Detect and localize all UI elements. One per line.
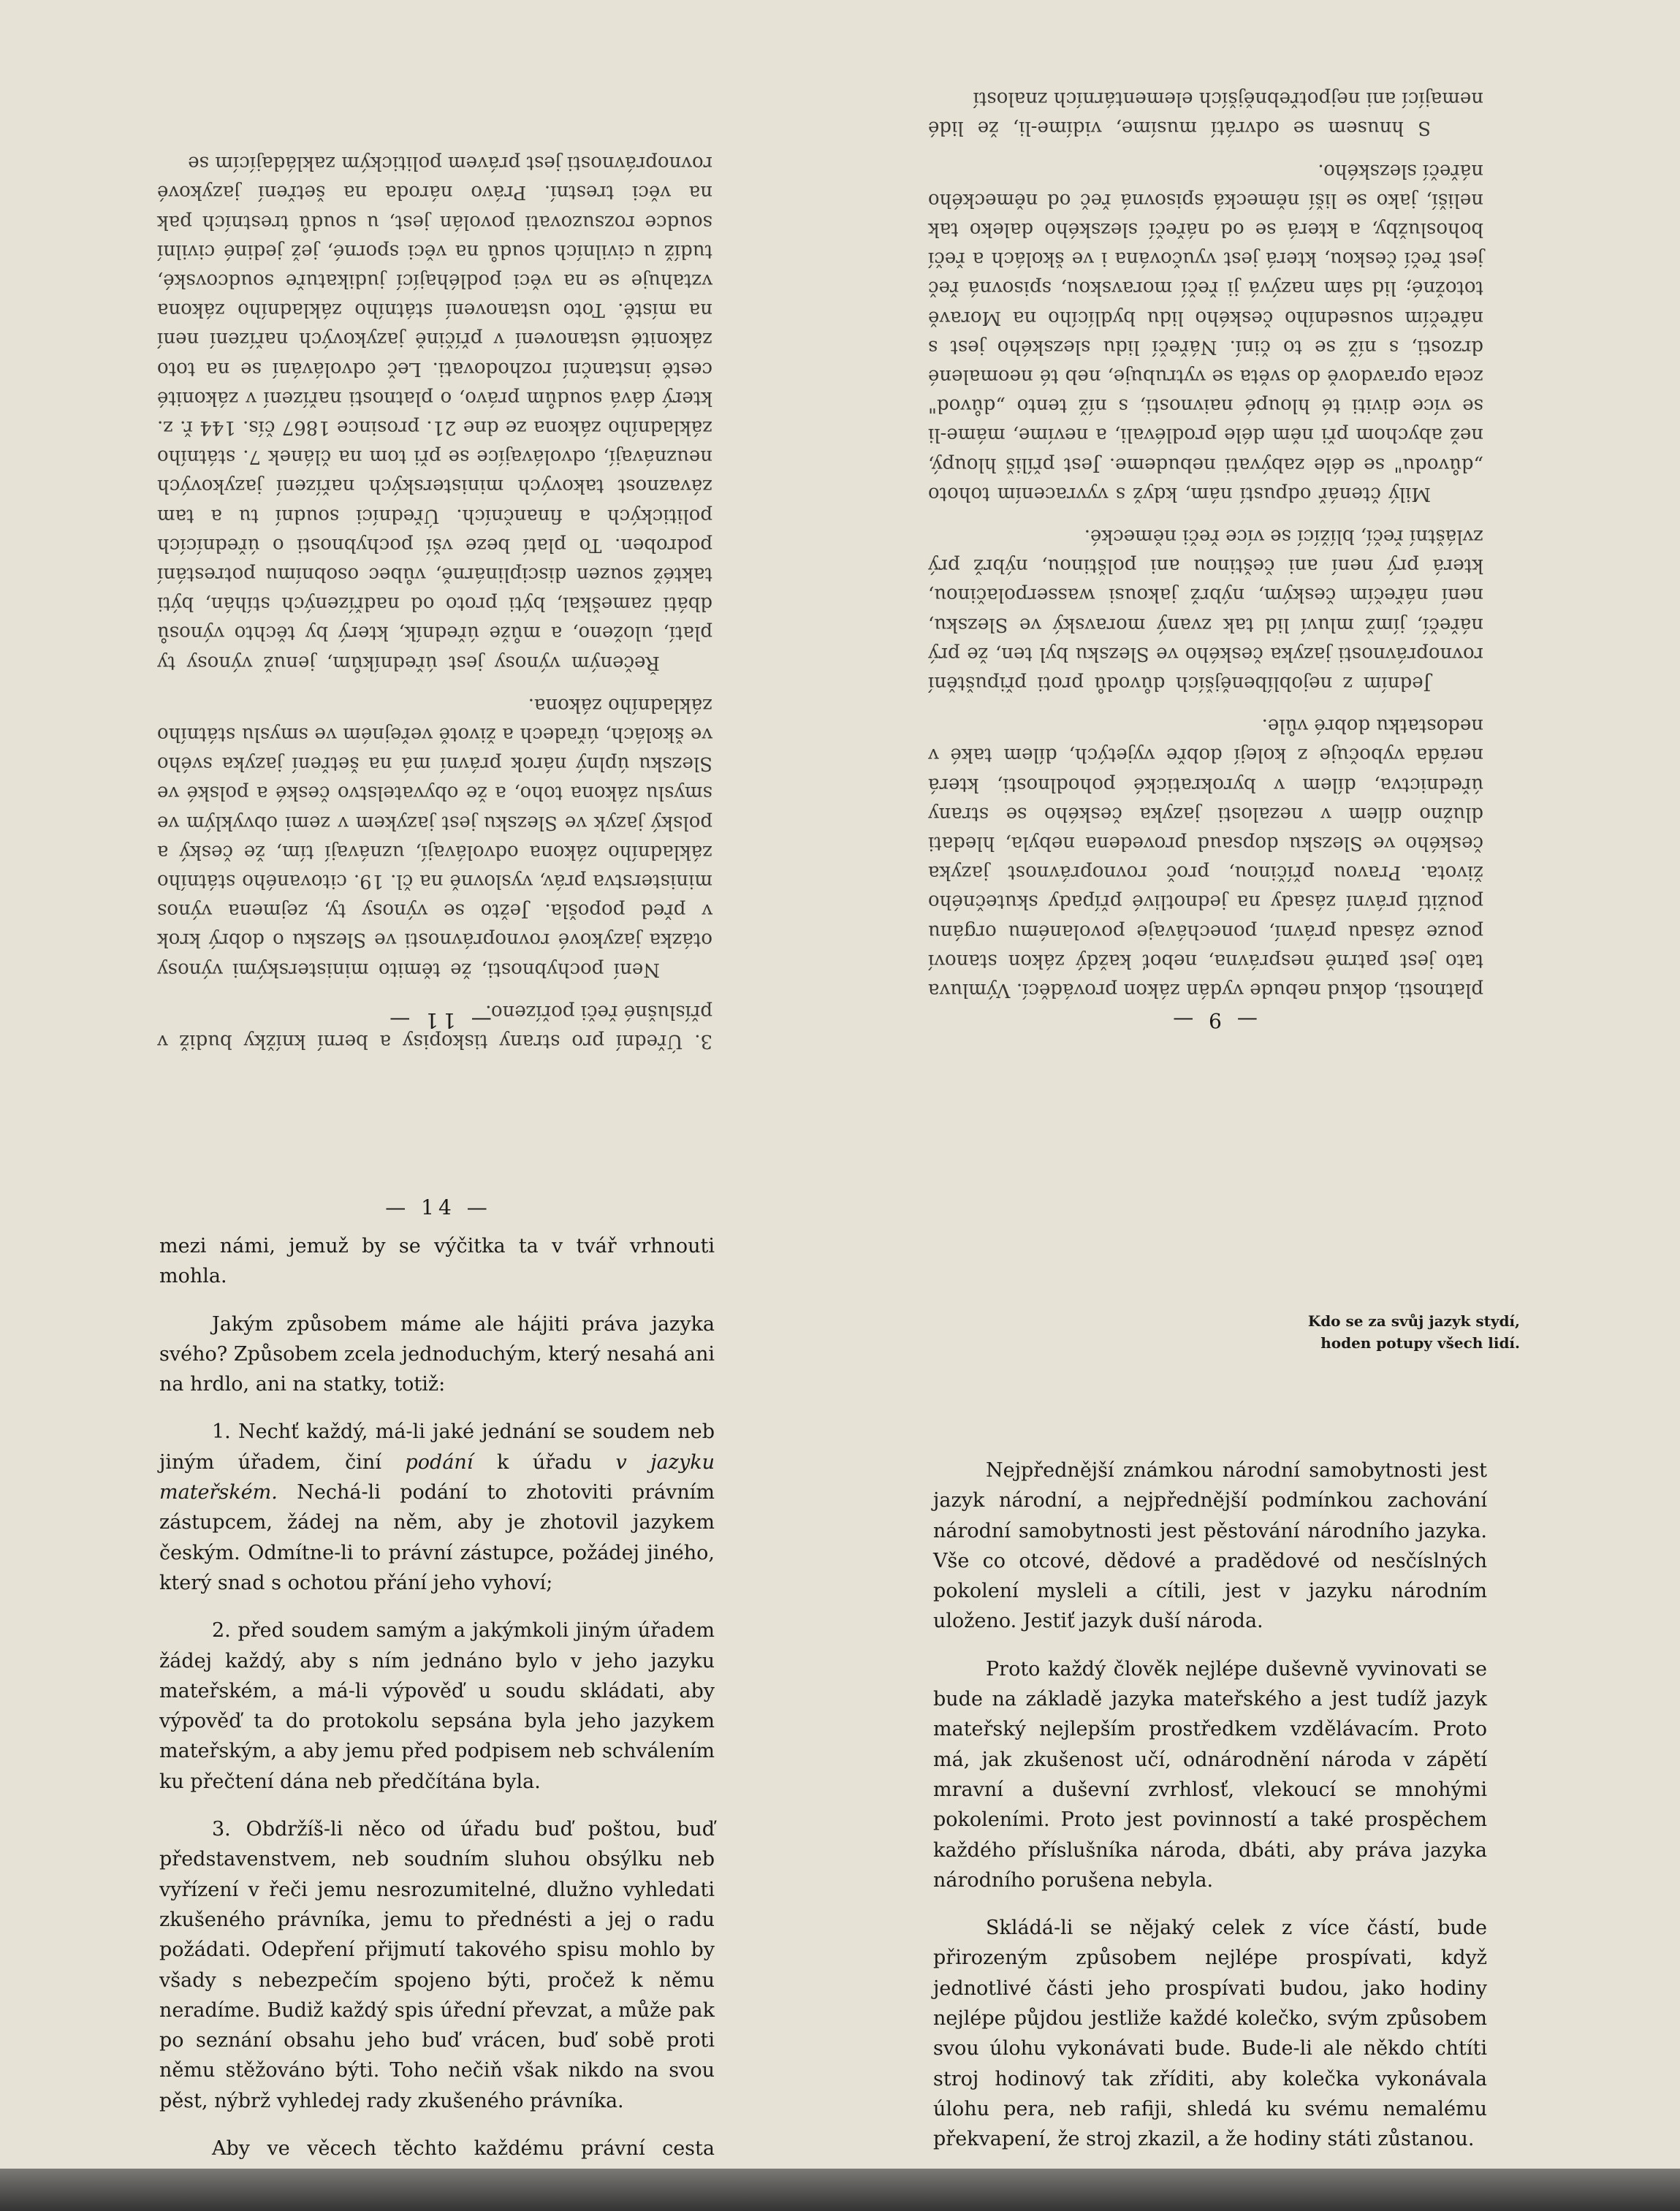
- right-page-text: [933, 1455, 1487, 2155]
- paragraph: 3. Obdržíš-li něco od úřadu buď poštou, buď představenstvem, neb soudním sluhou obsýlku neb vyřízení v řeči jemu nesrozumitelné, dlužno vyhledati zkušeného právníka, jemu to přednésti a jej o radu požádati. Odepření přijmutí takového spisu mohlo by všady s nebezpečím spojeno býti, pročež k němu neradíme. Budiž každý spis úřední převzat, a může pak po seznání obsahu jeho buď vrácen, buď sobě proti němu stěžováno býti. Toho nečiň však nikdo na svou pěst, nýbrž vyhledej rady zkušeného právníka.: [159, 1818, 715, 2112]
- page-number-11: — 11 —: [385, 1008, 492, 1032]
- motto: [1198, 1310, 1520, 1354]
- page-number-9: — 9 —: [1168, 1008, 1258, 1032]
- paragraph: Skládá-li se nějaký celek z více částí, bude přirozeným způsobem nejlépe prospívati, když jednotlivé části jeho prospívati budou, jako hodiny nejlépe půjdou jestliže každé kolečko, svým způsobem svou úlohu vykonávati bude. Bude-li ale někdo chtíti stroj hodinový tak zříditi, aby kolečka vykonávala úlohu pera, neb rafiji, shledá ku svému nemalému překvapení, že stroj zkazil, a že hodiny státi zůstanou.: [933, 1917, 1487, 2151]
- paragraph: Aby ve věcech těchto každému právní cesta: [212, 2137, 715, 2161]
- motto-line: hoden potupy všech lidí.: [1320, 1334, 1520, 1352]
- paragraph: Jakým způsobem máme ale hájiti práva jazyka svého? Způsobem zcela jednoduchým, který nesahá ani na hrdlo, ani na statky, totiž:: [159, 1312, 715, 1396]
- paragraph: Proto každý člověk nejlépe duševně vyvinovati se bude na základě jazyka mateřského a jest tudíž jazyk mateřský nejlepším prostředkem vzdělávacím. Proto má, jak zkušenost učí, odnárodnění národa v zápětí mravní a duševní zvrhlosť, vlekoucí se mnohými pokoleními. Proto jest povinností a také prospěchem každého příslušníka národa, dbáti, aby práva jazyka národního porušena nebyla.: [933, 1657, 1487, 1892]
- motto-line: Kdo se za svůj jazyk stydí,: [1307, 1312, 1520, 1330]
- paragraph: Není pochybnosti, že těmito ministerskými výnosy otázka jazykové rovnoprávnosti ve Slezsku o dobrý krok v před popošla. Ježto se výnosy ty, zejmena výnos ministerstva práv, vyslovně na čl. 19. citovaného státního základního zákona odvolávají, uznávají tím, že český a polský jazyk ve Slezsku jest jazykem v zemi obvyklým ve smyslu zákona toho, a že obyvatelstvo české a polské ve Slezsku úplný nárok právní má na šetření jazyka svého ve školách, úřadech a životě veřejném ve smyslu státního základního zákona.: [157, 693, 712, 981]
- upside-down-page-9: [928, 88, 1483, 1005]
- page-number-14: — 14 —: [385, 1195, 492, 1219]
- paragraph: Nejpřednější známkou národní samobytnosti jest jazyk národní, a nejpřednější podmínkou zachování národní samobytnosti jest pěstování národního jazyka. Vše co otcové, dědové a pradědové od nesčíslných pokolení mysleli a cítili, jest v jazyku národním uloženo. Jestiť jazyk duší národa.: [933, 1459, 1487, 1633]
- paragraph: 2. před soudem samým a jakýmkoli jiným úřadem žádej každý, aby s ním jednáno bylo v jeho jazyku mateřském, a má-li výpověď u soudu skládati, aby výpověď ta do protokolu sepsána byla jeho jazykem mateřským, a aby jemu před podpisem neb schválením ku přečtení dána neb předčítána byla.: [159, 1619, 715, 1793]
- paragraph: mezi námi, jemuž by se výčitka ta v tvář vrhnouti mohla.: [159, 1235, 715, 1288]
- paragraph: 3. Úřední pro strany tiskopisy a berní knížky budiž v příslušné řeči pořízeno.: [157, 1000, 712, 1052]
- paragraph: 1. Nechť každý, má-li jaké jednání se soudem neb jiným úřadem, činí podání k úřadu v jazyku mateřském. Nechá-li podání to zhotoviti právním zástupcem, žádej na něm, aby je zhotovil jazykem českým. Odmítne-li to právní zástupce, požádej jiného, který snad s ochotou přání jeho vyhoví;: [159, 1420, 715, 1594]
- paragraph: Řečeným výnosy jest úředníkům, jenuž výnosy ty platí, uloženo, a může úředník, který by těchto výnosů dbáti zameškal, býti proto od nadřízených stíhán, býti taktéž souzen disciplinárně, vůbec osobnímu potrestání podroben. To platí beze vší pochybnosti o úřednících politických a finančních. Úředníci soudní tu a tam závaznost takových ministerských nařízení jazykových neuznávají, odvolávajíce se při tom na článek 7. státního základního zákona ze dne 21. prosince 1867 čís. 144 ř. z. který dává soudům právo, o platnosti nařízení v zákonité cestě instanční rozhodovati. Leč odvolávání se na toto zákonité ustanovení v příčině jazykových nařízení není na místě. Toto ustanovení státního základního zákona vztahuje se na věci podléhající judikatuře soudcovské, tudíž u civilních soudů na věci sporné, jež jediné civilní soudce rozsuzovati povolán jest, u soudů trestních pak na věci trestní. Právo národa na šetření jazykové rovnoprávnosti jest právem politickým zakládajícím se: [157, 152, 712, 674]
- paragraph: S hnusem se odvrátí musíme, vidíme-li, že lidé nemající ani nejpotřebnějších elementárních znalostí: [928, 88, 1483, 140]
- scan-bottom-edge: [0, 2169, 1680, 2211]
- upside-down-page-11: [157, 128, 712, 1056]
- paragraph: Jedním z nejoblíbenějších důvodů proti připuštění rovnoprávnosti jazyka českého ve Slezsku byl ten, že prý nářečí, jímž mluví lid tak zvaný moravský ve Slezsku, není nářečím českým, nýbrž jakousi wasserpolačinou, která prý není ani češtinou ani polštinou, nýbrž prý zvláštní řečí, blížící se více řeči německé.: [928, 525, 1483, 694]
- page-14-text: [159, 1231, 715, 2194]
- paragraph: platnosti, dokud nebude vydán zákon prováděcí. Výmluva tato jest patrně nesprávna, neboť každý zákon stanoví pouze zásadu právní, ponechávaje povolanému orgánu použití právní zásady na jednotlivé případy skutečného života. Pravou příčinou, proč rovnoprávnost jazyka českého ve Slezsku dopsaud provedena nebyla, hledati dlužno dílem v nezalosti jazyka českého se strany úřednictva, dílem v byrokratické pohodlnosti, která neráda vybočuje z kolejí dobře vyjetých, dílem také v nedostatku dobré vůle.: [928, 715, 1483, 1001]
- paragraph: Milý čtenář odpustí nám, když s vyvracením tohoto „důvodu" se déle zabývati nebudeme. Jest příliš hloupý, než abychom při něm déle prodlévali, a nevíme, máme-li se více diviti té hloupé naivnosti, s níž tento „důvod" zcela opravdově do světa se vytrubuje, neb té neomalené drzosti, s níž se to činí. Nářečí lidu slezského jest s nářečím sousedního českého lidu bydlícího na Moravě totožné; lid sám nazývá ji řečí moravskou, spisovná řeč jest řečí českou, která jest vyučována i ve školách a řečí bohoslužby, a která se od nářečí slezského daleko tak neliší, jako se liší německá spisovná řeč od německého nářečí slezského.: [928, 159, 1483, 505]
